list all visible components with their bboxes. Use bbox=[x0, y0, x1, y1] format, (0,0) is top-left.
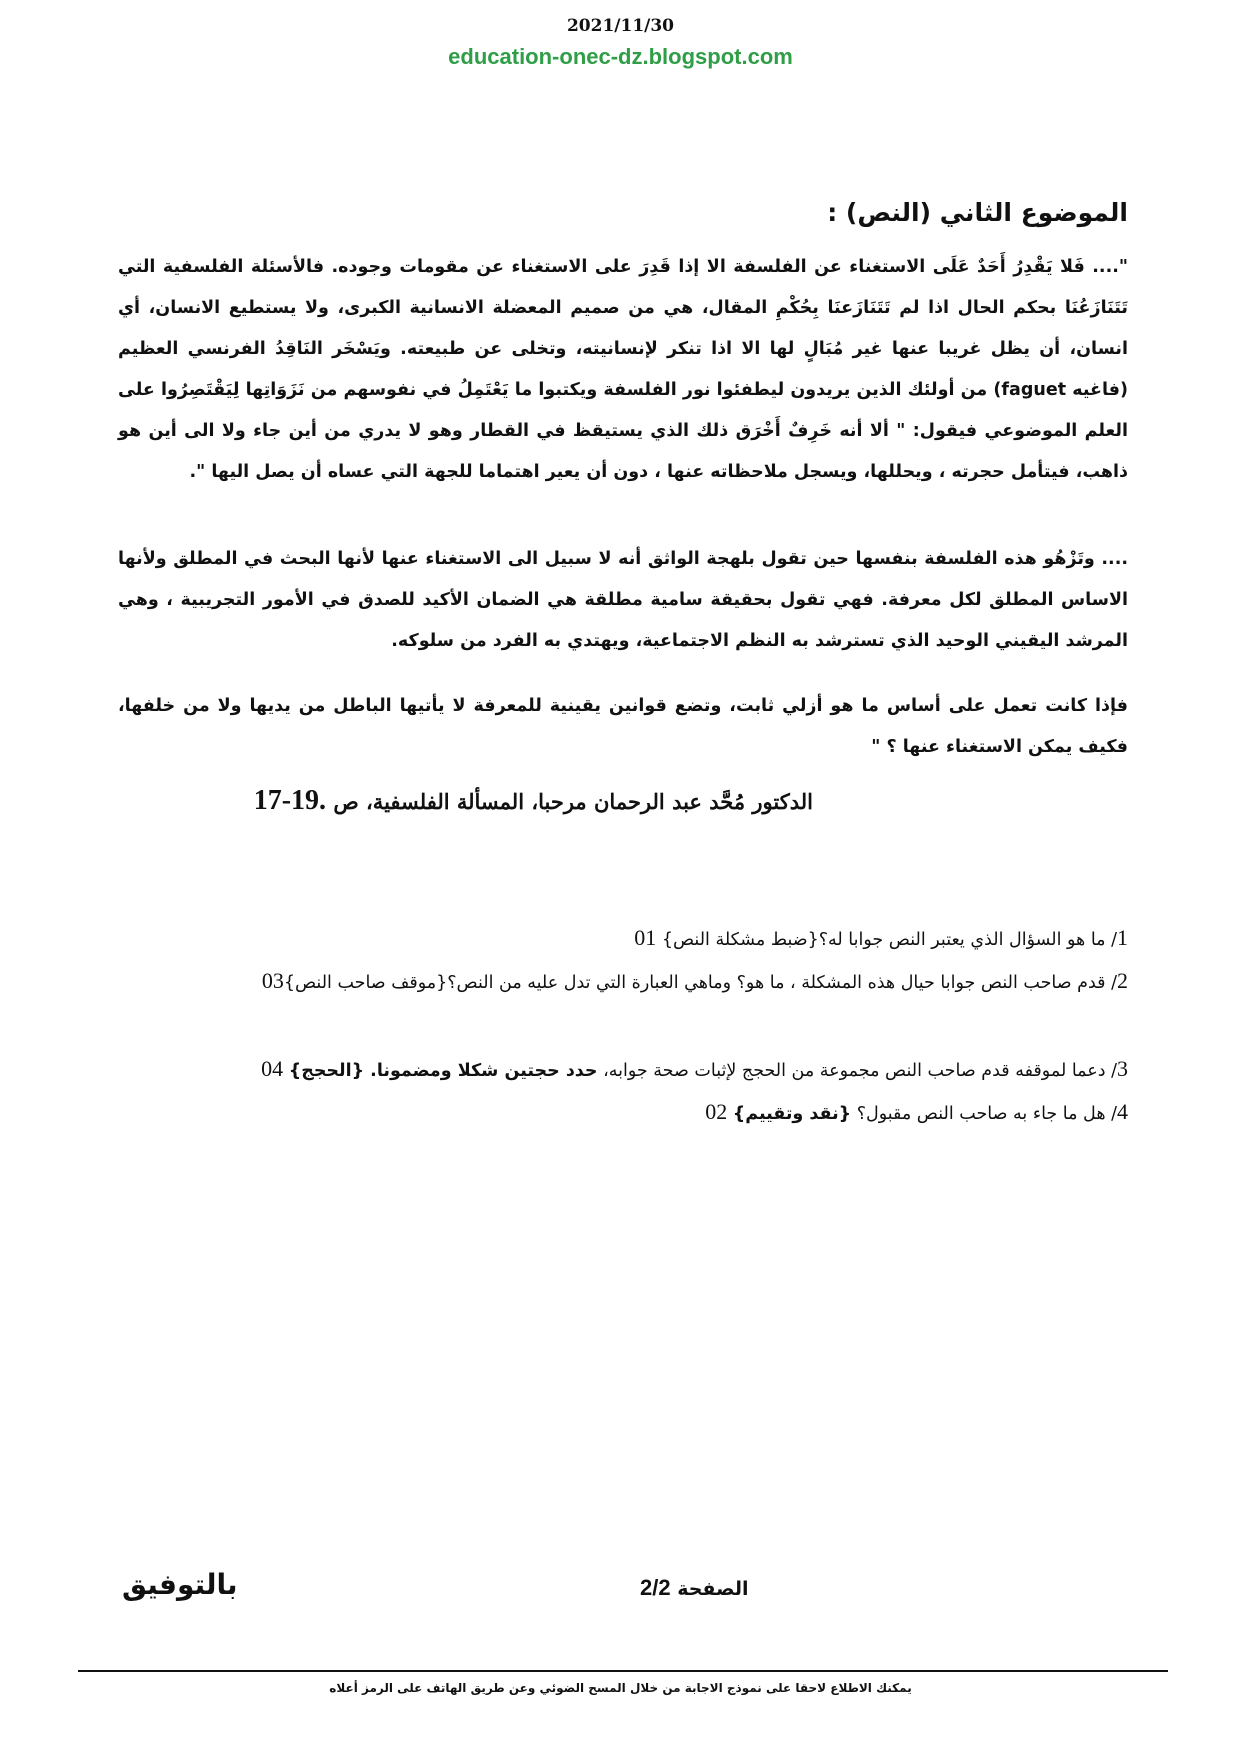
question-4 bbox=[113, 1091, 1128, 1135]
question-score: 04 bbox=[261, 1056, 284, 1081]
question-score: 02 bbox=[705, 1099, 728, 1124]
date: 2021/11/30 bbox=[566, 16, 675, 36]
good-luck-text: بالتوفيق bbox=[122, 1568, 238, 1601]
question-2 bbox=[113, 960, 1128, 1004]
page-number bbox=[640, 1575, 748, 1601]
source-citation bbox=[254, 785, 813, 817]
question-bold-text: {نقد وتقييم} bbox=[732, 1104, 852, 1124]
question-number: 4 bbox=[1117, 1099, 1128, 1124]
question-score: 01 bbox=[634, 925, 657, 950]
question-bold-text: حدد حجتين شكلا ومضمونا. {الحجج} bbox=[288, 1061, 598, 1081]
site-url: education-onec-dz.blogspot.com bbox=[448, 44, 793, 69]
question-number: 2 bbox=[1117, 968, 1128, 993]
text-paragraph-3: فإذا كانت تعمل على أساس ما هو أزلي ثابت، وتضع قوانين يقينية للمعرفة لا يأتيها الباطل من يديها ولا من خلفها، فكيف يمكن الاستغناء عنها ؟ " bbox=[118, 696, 1128, 757]
question-text: / قدم صاحب النص جوابا حيال هذه المشكلة ، ما هو؟ وماهي العبارة التي تدل عليه من النص؟{موقف صاحب النص} bbox=[283, 973, 1117, 993]
text-paragraph-1: ".... فَلا يَقْدِرُ أَحَدٌ عَلَى الاستغناء عن الفلسفة الا إذا قَدِرَ على الاستغناء عن مقومات وجوده. فالأسئلة الفلسفية التي تَتَنَازَعُنَا بحكم الحال اذا لم تَتَنَازَعنَا بِحُكْمِ المقال، هي من صميم المعضلة الانسانية الكبرى، ولا يستطيع الانسان، أي انسان، أن يظل غريبا عنها غير مُبَالٍ لها الا اذا تنكر لإنسانيته، وتخلى عن طبيعته. ويَسْخَر النَاقِدُ الفرنسي العظيم (فاغيه faguet) من أولئك الذين يريدون ليطفئوا نور الفلسفة ويكتبوا ما يَعْتَمِلُ في نفوسهم من نَزَوَاتِها لِيَقْتَصِرُوا على العلم الموضوعي فيقول: " ألا أنه خَرِفٌ أَخْرَق ذلك الذي يستيقظ في القطار وهو لا يدري من أين جاء ولا الى أين هو ذاهب، فيتأمل حجرته ، ويحللها، ويسجل ملاحظاته عنها ، دون أن يعير اهتماما للجهة التي عساه أن يصل اليها ". bbox=[118, 257, 1128, 482]
page-value: 2/2 bbox=[640, 1575, 671, 1600]
question-number: 1 bbox=[1117, 925, 1128, 950]
footer-note: يمكنك الاطلاع لاحقا على نموذج الاجابة من خلال المسح الضوئي وعن طريق الهاتف على الرمز أعلاه bbox=[329, 1681, 912, 1695]
question-score: 03 bbox=[261, 968, 284, 993]
section-title: الموضوع الثاني (النص) : bbox=[827, 198, 1128, 227]
question-text: / ما هو السؤال الذي يعتبر النص جوابا له؟{ضبط مشكلة النص} bbox=[661, 930, 1117, 950]
question-number: 3 bbox=[1117, 1056, 1128, 1081]
source-text: الدكتور مُحَّد عبد الرحمان مرحبا، المسألة الفلسفية، ص bbox=[333, 789, 813, 814]
footer-divider bbox=[78, 1670, 1168, 1672]
source-pages: 17-19. bbox=[253, 785, 327, 816]
question-3 bbox=[113, 1048, 1128, 1092]
question-text: / دعما لموقفه قدم صاحب النص مجموعة من الحجج لإثبات صحة جوابه، bbox=[603, 1061, 1117, 1081]
question-1 bbox=[113, 917, 1128, 961]
page-label: الصفحة bbox=[677, 1578, 749, 1600]
text-paragraph-2: .... وتَزْهُو هذه الفلسفة بنفسها حين تقول بلهجة الواثق أنه لا سبيل الى الاستغناء عنها لأنها البحث في المطلق ولأنها الاساس المطلق لكل معرفة. فهي تقول بحقيقة سامية مطلقة هي الضمان الأكيد للصدق في الأمور التجريبية ، وهي المرشد اليقيني الوحيد الذي تسترشد به النظم الاجتماعية، ويهتدي به الفرد من سلوكه. bbox=[118, 549, 1128, 651]
question-text: / هل ما جاء به صاحب النص مقبول؟ bbox=[856, 1104, 1117, 1124]
